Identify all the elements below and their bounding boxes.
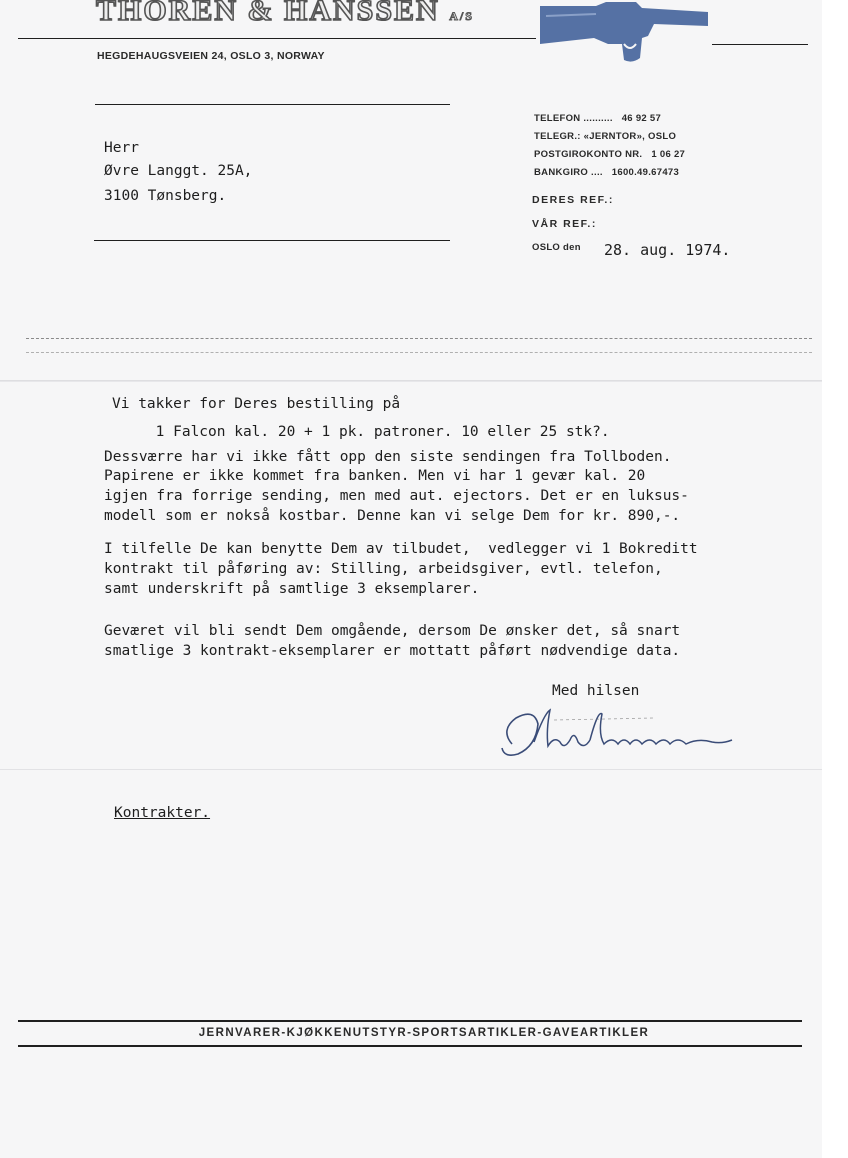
body-line: 1 Falcon kal. 20 + 1 pk. patroner. 10 eller 25 stk?. [112, 424, 610, 440]
company-logo [96, 0, 474, 28]
company-address: HEGDEHAUGSVEIEN 24, OSLO 3, NORWAY [97, 50, 325, 62]
contact-bankgiro: BANKGIRO .... 1600.49.67473 [534, 167, 680, 178]
company-suffix: A/S [449, 9, 474, 23]
body-line: smatlige 3 kontrakt-eksemplarer er mottatt påført nødvendige data. [104, 643, 681, 659]
header-rule [712, 44, 808, 45]
company-name: THOREN & HANSSEN [96, 0, 440, 27]
fold-rule [26, 352, 812, 353]
footer-rule [18, 1045, 802, 1047]
recipient-rule [94, 240, 450, 241]
body-line: samt underskrift på samtlige 3 eksemplarer. [104, 581, 480, 597]
recipient-city: 3100 Tønsberg. [104, 188, 227, 204]
page-margin [822, 0, 848, 1158]
letter-date: 28. aug. 1974. [604, 241, 731, 259]
signature-icon [494, 700, 744, 772]
recipient-salutation: Herr [104, 140, 139, 156]
body-line: Vi takker for Deres bestilling på [112, 396, 401, 412]
var-ref-label: VÅR REF.: [532, 218, 597, 230]
body-line: kontrakt til påføring av: Stilling, arbeidsgiver, evtl. telefon, [104, 561, 663, 577]
footer-rule [18, 1020, 802, 1022]
contact-telegram: TELEGR.: «JERNTOR», OSLO [534, 131, 677, 142]
body-line: Dessværre har vi ikke fått opp den siste sendingen fra Tollboden. [104, 449, 672, 465]
deres-ref-label: DERES REF.: [532, 194, 614, 206]
closing: Med hilsen [552, 683, 640, 699]
recipient-street: Øvre Langgt. 25A, [104, 163, 253, 179]
body-line: Geværet vil bli sendt Dem omgående, dersom De ønsker det, så snart [104, 623, 681, 639]
body-line: Papirene er ikke kommet fra banken. Men vi har 1 gevær kal. 20 [104, 468, 646, 484]
body-line: modell som er nokså kostbar. Denne kan vi selge Dem for kr. 890,-. [104, 508, 681, 524]
body-line: I tilfelle De kan benytte Dem av tilbudet, vedlegger vi 1 Bokreditt [104, 541, 698, 557]
date-label: OSLO den [532, 242, 581, 253]
enclosure-note: Kontrakter. [114, 805, 211, 821]
address-rule [95, 104, 450, 105]
footer-tagline: JERNVARER-KJØKKENUTSTYR-SPORTSARTIKLER-GAVEARTIKLER [198, 1027, 650, 1039]
contact-telefon: TELEFON .......... 46 92 57 [534, 113, 662, 124]
contact-postgiro: POSTGIROKONTO NR. 1 06 27 [534, 149, 686, 160]
fold-rule [26, 338, 812, 339]
body-line: igjen fra forrige sending, men med aut. ejectors. Det er en luksus- [104, 488, 689, 504]
fold-crease [0, 380, 822, 382]
header-rule [18, 38, 536, 39]
rifle-logo-icon [536, 0, 712, 72]
